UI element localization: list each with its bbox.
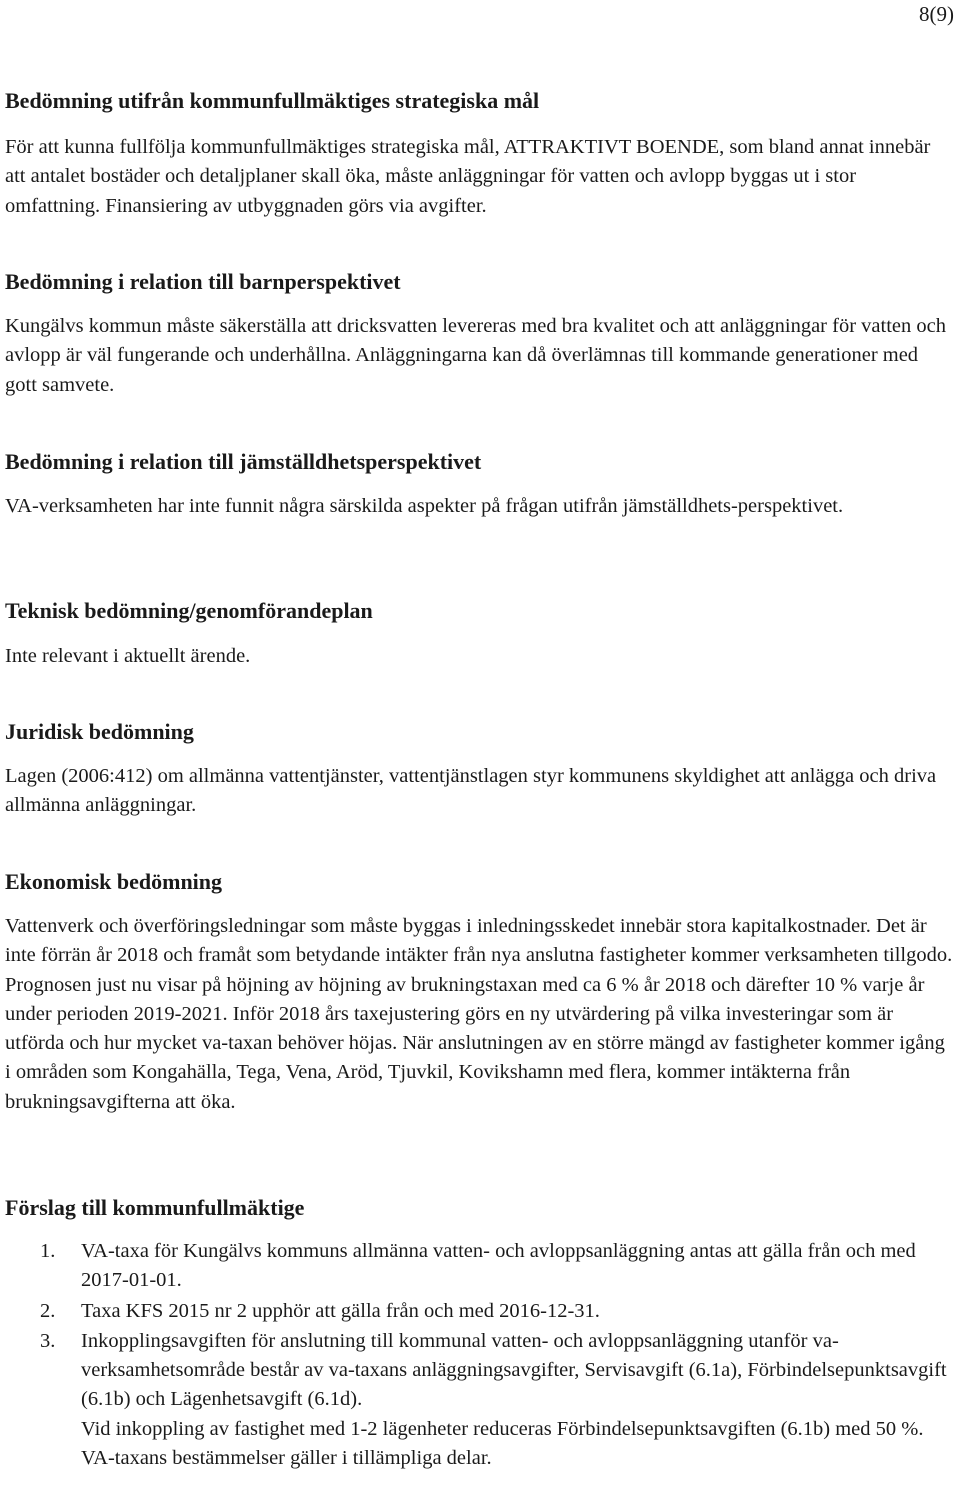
heading-legal-assessment: Juridisk bedömning	[5, 719, 194, 744]
proposal-item	[5, 1297, 955, 1326]
proposal-text: Taxa KFS 2015 nr 2 upphör att gälla från och med 2016-12-31.	[81, 1299, 600, 1322]
proposal-number: 3.	[40, 1329, 56, 1352]
paragraph-economic-assessment: Vattenverk och överföringsledningar som måste byggas i inledningsskedet innebär stora kapitalkostnader. Det är inte förrän år 2018 och framåt som betydande intäkter från nya anslutna fastigheter kommer verksamheten tillgodo. Prognosen just nu visar på höjning av höjning av brukningstaxan med ca 6 % år 2018 och därefter 10 % varje år under perioden 2019-2021. Inför 2018 års taxejustering görs en ny utvärdering på vilka investeringar som är utförda och hur mycket va-taxan behöver höjas. När anslutningen av en större mängd av fastigheter kommer igång i områden som Kongahälla, Tega, Vena, Aröd, Tjuvkil, Kovikshamn med flera, kommer intäkterna från brukningsavgifterna att öka.	[5, 915, 953, 1113]
proposal-number: 2.	[40, 1299, 56, 1322]
heading-technical-assessment: Teknisk bedömning/genomförandeplan	[5, 598, 373, 623]
heading-strategic-goals: Bedömning utifrån kommunfullmäktiges strategiska mål	[5, 88, 540, 113]
paragraph-child-perspective: Kungälvs kommun måste säkerställa att dricksvatten levereras med bra kvalitet och att anläggningar för vatten och avlopp är väl fungerande och underhållna. Anläggningarna kan då överlämnas till kommande generationer med gott samvete.	[5, 315, 946, 396]
paragraph-strategic-goals: För att kunna fullfölja kommunfullmäktiges strategiska mål, ATTRAKTIVT BOENDE, som bland annat innebär att antalet bostäder och detaljplaner skall öka, måste anläggningar för vatten och avlopp byggas ut i stor omfattning. Finansiering av utbyggnaden görs via avgifter.	[5, 136, 931, 217]
heading-proposal: Förslag till kommunfullmäktige	[5, 1195, 305, 1220]
paragraph-legal-assessment: Lagen (2006:412) om allmänna vattentjänster, vattentjänstlagen styr kommunens skyldighet att anlägga och driva allmänna anläggningar.	[5, 765, 937, 817]
heading-child-perspective: Bedömning i relation till barnperspektivet	[5, 269, 401, 294]
page-number: 8(9)	[919, 2, 954, 26]
paragraph-technical-assessment: Inte relevant i aktuellt ärende.	[5, 645, 251, 667]
proposal-text-extra: Vid inkoppling av fastighet med 1-2 lägenheter reduceras Förbindelsepunktsavgiften (6.1b) med 50 %.	[81, 1417, 924, 1440]
proposal-text-extra: VA-taxans bestämmelser gäller i tillämpliga delar.	[81, 1447, 492, 1470]
proposal-item	[5, 1237, 955, 1296]
proposal-list	[5, 1237, 955, 1473]
proposal-text: Inkopplingsavgiften för anslutning till kommunal vatten- och avloppsanläggning utanför va-verksamhetsområde består av va-taxans anläggningsavgifter, Servisavgift (6.1a), Förbindelsepunktsavgift (6.1b) och Lägenhetsavgift (6.1d).	[81, 1329, 947, 1411]
proposal-text: VA-taxa för Kungälvs kommuns allmänna vatten- och avloppsanläggning antas att gälla från och med 2017-01-01.	[81, 1240, 916, 1292]
proposal-item	[5, 1327, 955, 1473]
proposal-number: 1.	[40, 1240, 56, 1262]
heading-economic-assessment: Ekonomisk bedömning	[5, 869, 223, 894]
paragraph-equality-perspective: VA-verksamheten har inte funnit några särskilda aspekter på frågan utifrån jämställdhets-perspektivet.	[5, 495, 844, 517]
heading-equality-perspective: Bedömning i relation till jämställdhetsperspektivet	[5, 449, 482, 474]
